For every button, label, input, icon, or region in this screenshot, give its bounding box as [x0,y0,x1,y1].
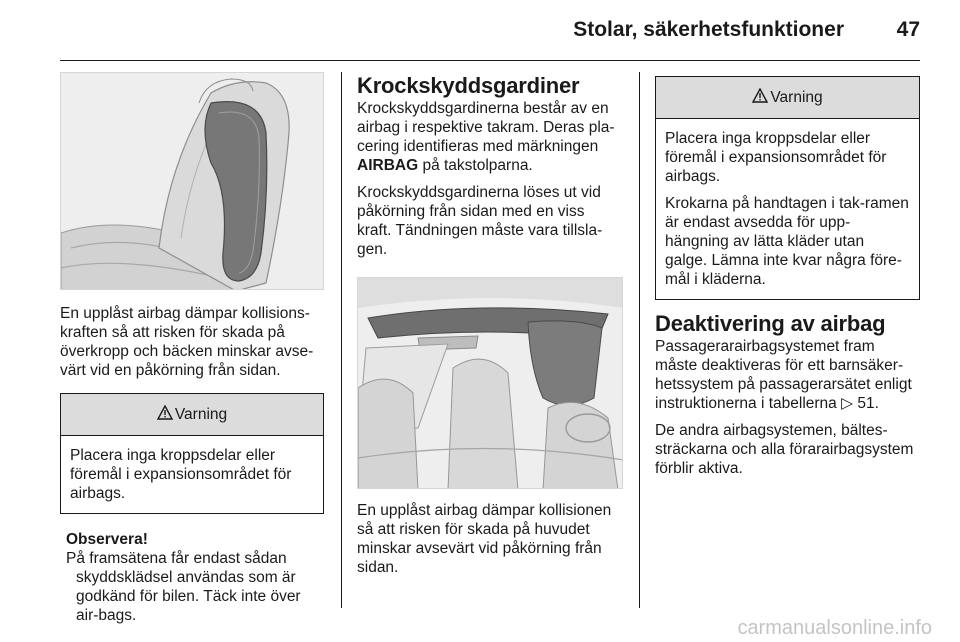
page-reference: 51. [857,395,879,412]
column-left [60,72,324,625]
warning-content [61,436,323,513]
column-divider-right [639,72,640,608]
page-title: Stolar, säkerhetsfunktioner [573,18,844,41]
seat-airbag-illustration-icon [61,73,324,290]
curtain-paragraph-1-start: Krockskyddsgardinerna består av en airbag i respektive takram. Deras pla-cering identifieras med märkningen [357,100,615,155]
warning-header [61,394,323,436]
warning-text-2: Krokarna på handtagen i tak-ramen är endast avsedda för upp-hängning av lätta kläder utan galge. Lämna inte kvar några före-mål i kläderna. [665,195,909,288]
header-divider [60,60,920,61]
warning-text-1: Placera inga kroppsdelar eller föremål i expansionsområdet för airbags. [665,130,887,185]
deactivation-paragraph-1-text: Passagerarairbagsystemet fram måste deaktiveras för ett barnsäker-hetssystem på passagerarsätet enligt instruktionerna i tabellerna [655,338,912,412]
column-divider-left [341,72,342,608]
curtain-airbag-figure [357,277,623,489]
section-title-curtain-airbags: Krockskyddsgardiner [357,73,580,98]
curtain-paragraph-2: Krockskyddsgardinerna löses ut vid påkörning från sidan med en viss kraft. Tändningen måste vara tillsla-gen. [357,184,603,258]
warning-box [60,393,324,514]
section-title-deactivation: Deaktivering av airbag [655,311,886,336]
watermark: carmanualsonline.info [737,617,932,639]
warning-heading: Varning [174,406,228,423]
warning-box-hooks [655,76,920,300]
page-reference-icon: ▷ [841,395,854,412]
curtain-paragraph-1 [357,99,623,175]
column-right [655,76,920,486]
warning-heading: Varning [770,89,823,106]
page-number: 47 [896,18,920,41]
warning-header [656,77,919,119]
note-title: Observera! [66,531,148,548]
note-text: På framsätena får endast sådan skyddsklädsel användas som är godkänd för bilen. Täck inte över air-bags. [66,550,301,624]
warning-triangle-icon [157,405,173,425]
warning-text: Placera inga kroppsdelar eller föremål i expansionsområdet för airbags. [70,447,292,502]
seat-airbag-figure [60,72,324,290]
deactivation-paragraph-2: De andra airbagsystemen, bältes-sträckarna och alla förarairbagsystem förblir aktiva. [655,422,914,477]
curtain-airbag-illustration-icon [358,278,623,489]
airbag-marking: AIRBAG [357,157,419,174]
warning-content [656,119,919,299]
figure-caption-curtain: En upplåst airbag dämpar kollisionen så att risken för skada på huvudet minskar avsevärt vid påkörning från sidan. [357,502,612,576]
note-block [60,530,324,625]
figure-caption: En upplåst airbag dämpar kollisions-kraften så att risken för skada på överkropp och bäcken minskar avse-värt vid en påkörning från sidan. [60,305,314,379]
curtain-paragraph-1-end: på takstolparna. [418,157,533,174]
deactivation-paragraph-1 [655,337,920,413]
page-header [0,0,960,62]
column-middle [357,73,623,585]
warning-triangle-icon [752,88,768,108]
